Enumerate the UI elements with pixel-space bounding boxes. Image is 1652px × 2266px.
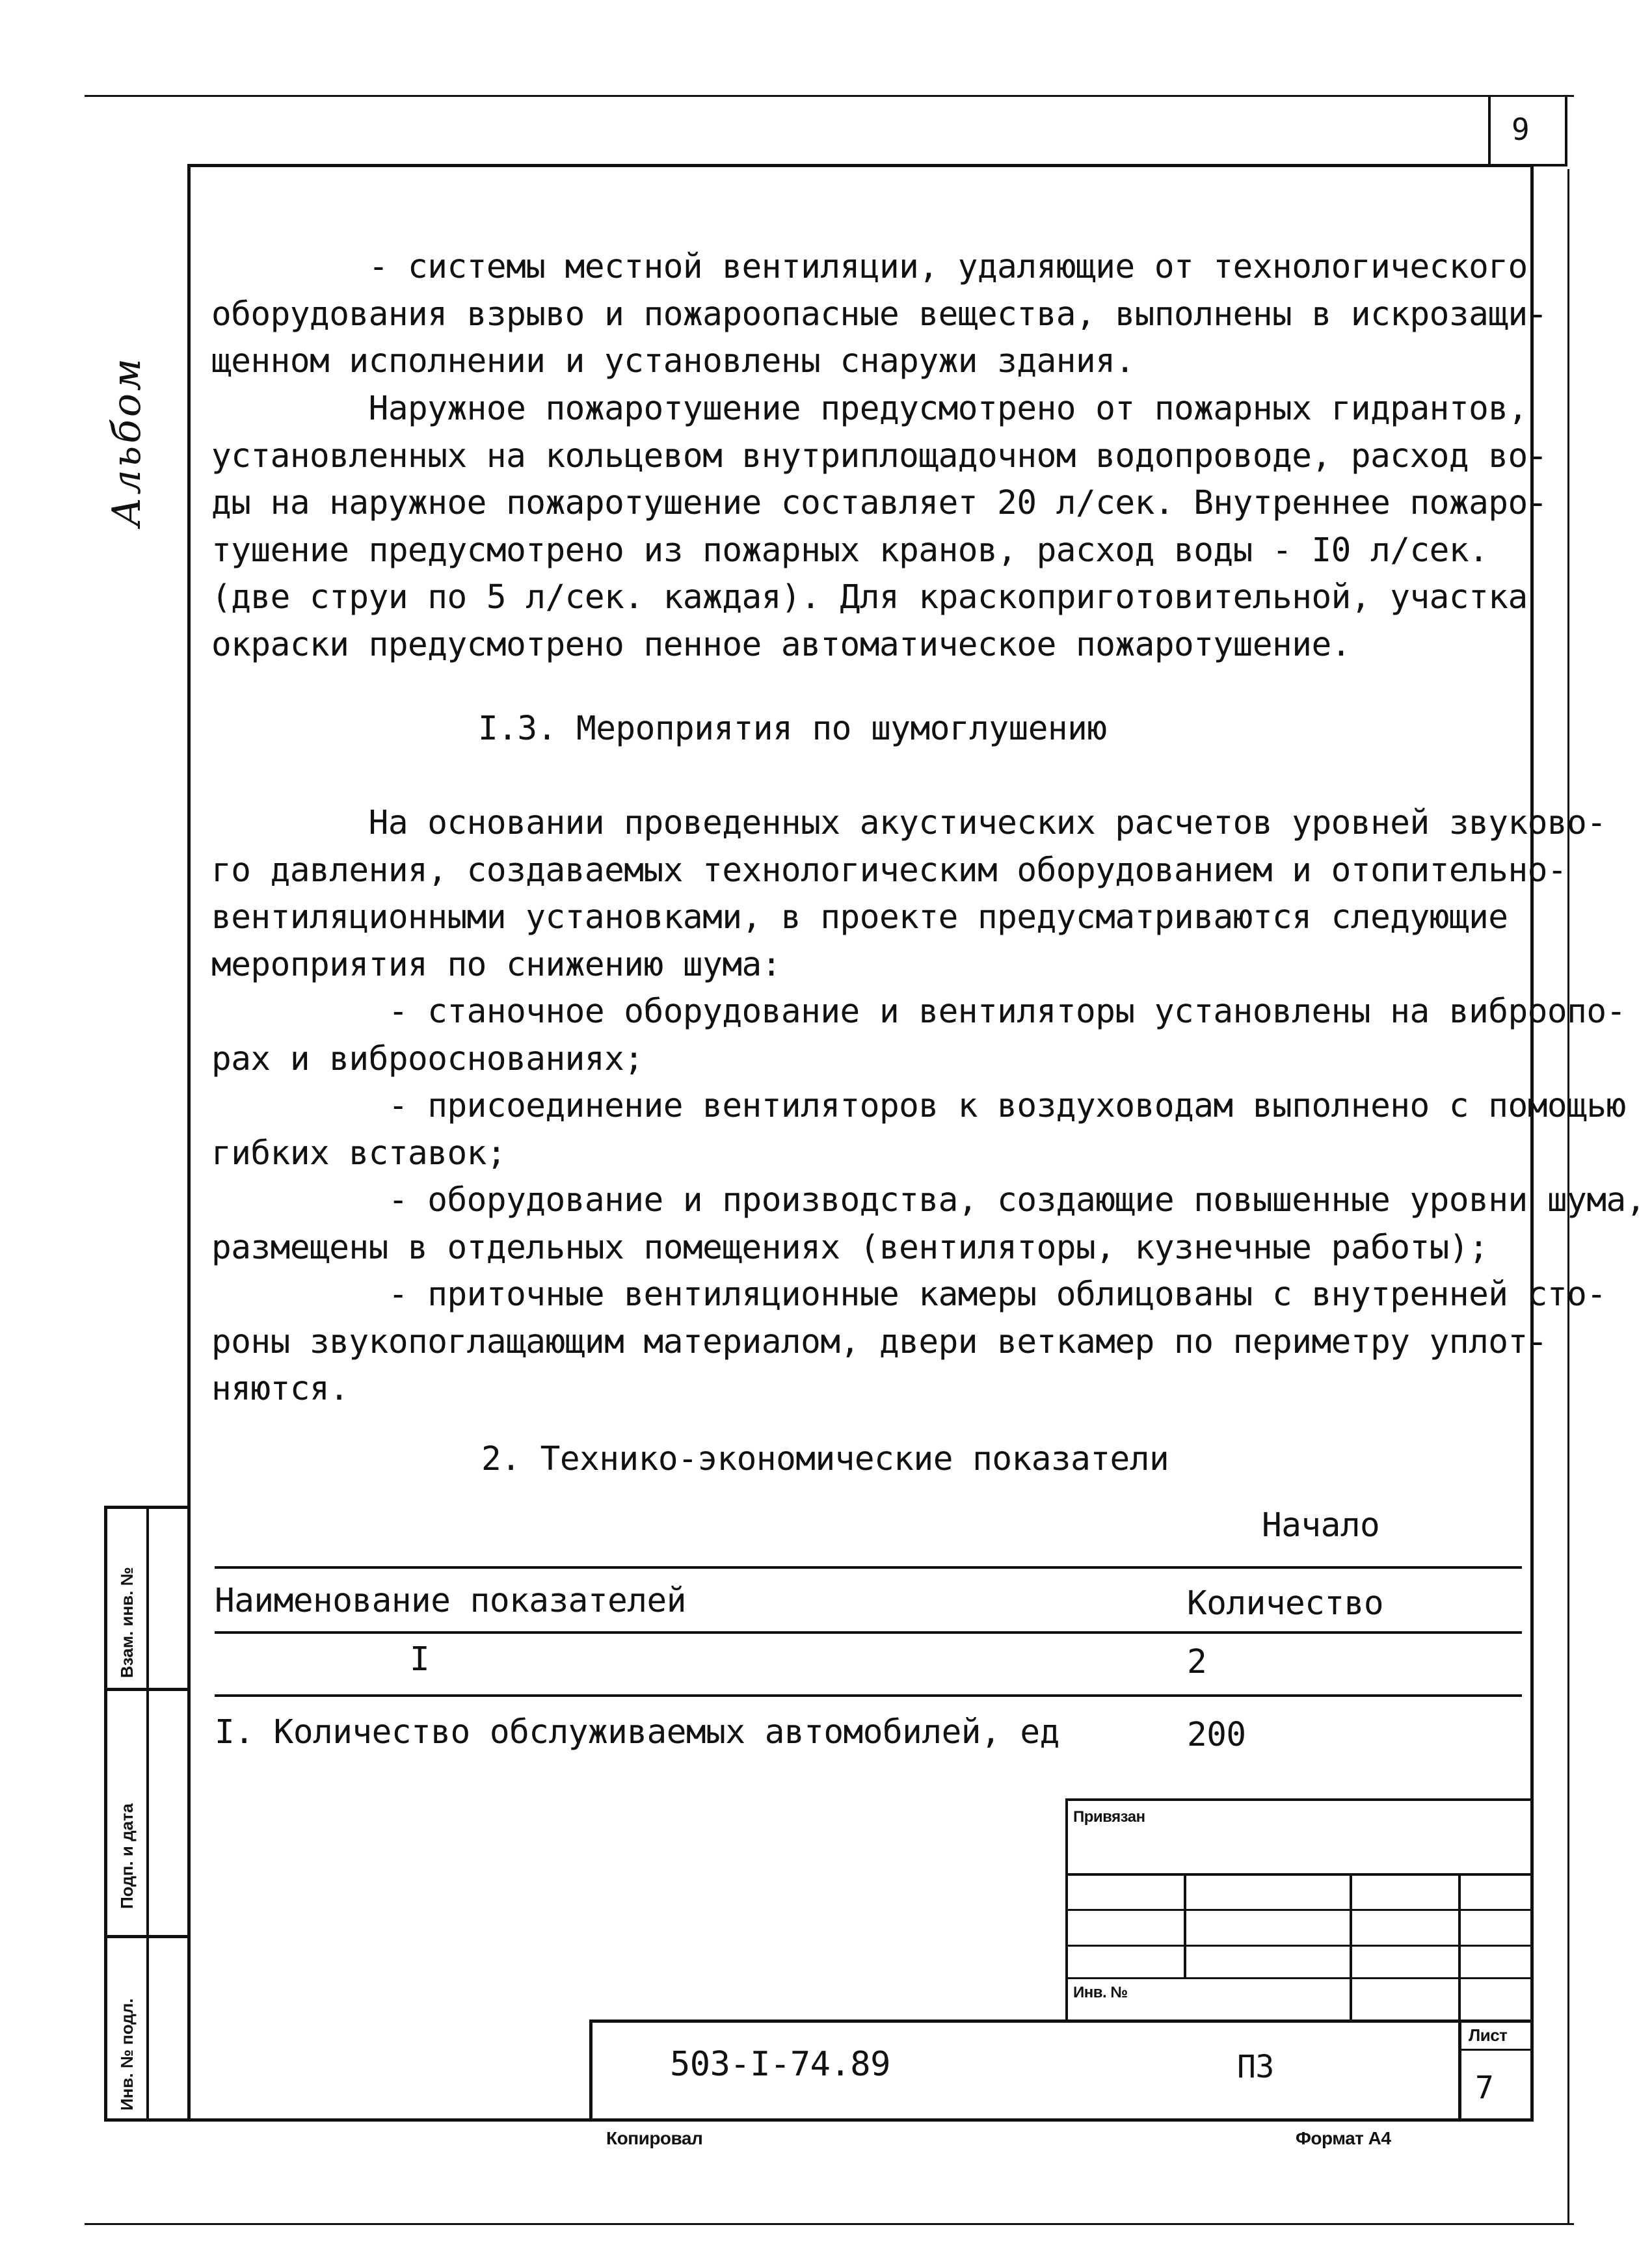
doc-type: ПЗ	[1237, 2049, 1274, 2085]
paragraph-fire-extinguishing: Наружное пожаротушение предусмотрено от пожарных гидрантов, установленных на кольцевом внутриплощадочном водопроводе, расход во- ды на наружное пожаротушение составляет 20 л/сек. Внутреннее пожаро- тушение предусмотрено из пожарных кранов, расход воды - I0 л/сек. (две струи по 5 л/сек. каждая). Для краскоприготовительной, участка окраски предусмотрено пенное автоматическое пожаротушение.	[211, 390, 1547, 664]
table-caption: Начало	[1262, 1506, 1380, 1545]
stamp-inv-no: Инв. №	[1073, 1984, 1128, 2001]
side-stamp-rule-1	[104, 1688, 191, 1691]
heading-noise-measures: I.3. Мероприятия по шумоглушению	[478, 710, 1107, 748]
sheet-label-rule	[1458, 2049, 1534, 2051]
sheet-label: Лист	[1469, 2025, 1508, 2045]
side-vzam-inv: Взам. инв. №	[117, 1567, 137, 1678]
table-header-quantity: Количество	[1187, 1584, 1384, 1623]
side-stamp-vline	[146, 1506, 149, 2122]
stamp-rule-1	[1065, 1873, 1534, 1876]
table-top-rule	[215, 1566, 1522, 1569]
paragraph-noise-reduction: На основании проведенных акустических расчетов уровней звуково- го давления, создаваемых технологическим оборудованием и отопительно- вентиляционными установками, в проекте предусматриваются следующие мероприятия по снижению шума: - станочное оборудование и вентиляторы установлены на виброопо- рах и виброоснованиях; - присоединение вентиляторов к воздуховодам выполнено с помощью гибких вставок; - оборудование и производства, создающие повышенные уровни шума, размещены в отдельных помещениях (вентиляторы, кузнечные работы); - приточные вентиляционные камеры облицованы с внутренней сто- роны звукопоглащающим материалом, двери веткамер по периметру уплот- няются.	[211, 804, 1645, 1408]
side-podp-data: Подп. и дата	[117, 1803, 137, 1909]
stamp-vline-2	[1350, 1873, 1352, 2023]
paragraph-local-ventilation: - системы местной вентиляции, удаляющие от технологического оборудования взрыво и пожароопасные вещества, выполнены в искрозащи- щенном исполнении и установлены снаружи здания.	[211, 248, 1547, 380]
stamp-rule-2	[1065, 1909, 1534, 1911]
table-row-name: I. Количество обслуживаемых автомобилей, ед	[215, 1713, 1059, 1752]
side-stamp-rule-2	[104, 1935, 191, 1938]
heading-indicators: 2. Технико-экономические показатели	[481, 1440, 1169, 1478]
table-row-value: 200	[1187, 1716, 1246, 1754]
footer-kopiroval: Копировал	[606, 2128, 703, 2148]
table-numbers-rule	[215, 1694, 1522, 1697]
sheet-number: 7	[1475, 2070, 1494, 2106]
stamp-privyazan: Привязан	[1073, 1808, 1145, 1826]
stamp-vline-1	[1184, 1873, 1186, 1977]
side-inv-podl: Инв. № подл.	[117, 1998, 137, 2111]
stamp-vline-3	[1458, 1873, 1461, 2023]
stamp-rule-4	[1065, 1977, 1534, 1979]
table-colnum-2: 2	[1187, 1643, 1207, 1681]
footer-format: Формат А4	[1296, 2128, 1391, 2148]
bottom-rule	[85, 2223, 1574, 2225]
title-block-divider	[1458, 2019, 1461, 2122]
page-number: 9	[1512, 112, 1530, 147]
stamp-rule-3	[1065, 1945, 1534, 1947]
doc-code: 503-I-74.89	[670, 2045, 890, 2084]
table-colnum-1: I	[410, 1640, 430, 1679]
table-header-name: Наименование показателей	[215, 1582, 686, 1620]
table-header-rule	[215, 1631, 1522, 1634]
margin-note: Альбом	[104, 356, 150, 527]
top-rule	[85, 95, 1574, 97]
